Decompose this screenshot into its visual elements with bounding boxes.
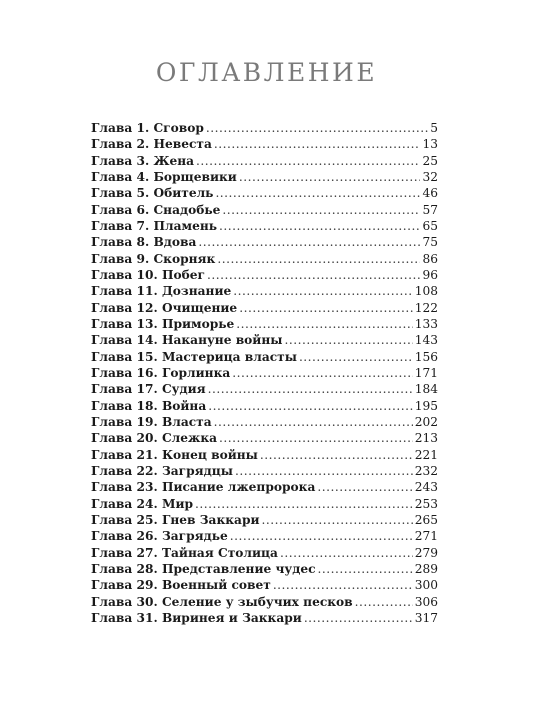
toc-entry[interactable] xyxy=(91,430,438,446)
toc-entry[interactable] xyxy=(91,234,438,250)
chapter-title: Глава 25. Гнев Заккари xyxy=(91,512,260,527)
toc-entry[interactable] xyxy=(91,316,438,332)
page-number: 202 xyxy=(414,414,438,429)
chapter-title: Глава 24. Мир xyxy=(91,496,194,511)
toc-entry[interactable] xyxy=(91,545,438,561)
toc-entry[interactable] xyxy=(91,153,438,169)
toc-entry[interactable] xyxy=(91,169,438,185)
page-number: 300 xyxy=(414,578,438,593)
page-number: 156 xyxy=(414,349,438,364)
chapter-title: Глава 31. Виринея и Заккари xyxy=(91,610,302,625)
chapter-title: Глава 9. Скорняк xyxy=(91,251,216,266)
page-number: 317 xyxy=(414,610,438,625)
dot-leader xyxy=(214,414,413,430)
dot-leader xyxy=(280,545,413,561)
chapter-title: Глава 20. Слежка xyxy=(91,431,218,446)
page-number: 184 xyxy=(414,382,438,397)
page-number: 271 xyxy=(414,529,438,544)
chapter-title: Глава 10. Побег xyxy=(91,267,205,282)
toc-entry[interactable] xyxy=(91,185,438,201)
toc-entry[interactable] xyxy=(91,332,438,348)
page-number: 122 xyxy=(414,300,438,315)
chapter-title: Глава 23. Писание лжепророка xyxy=(91,480,316,495)
dot-leader xyxy=(239,169,421,185)
page-number: 96 xyxy=(422,267,438,282)
dot-leader xyxy=(299,349,413,365)
dot-leader xyxy=(198,234,420,250)
toc-entry[interactable] xyxy=(91,349,438,365)
dot-leader xyxy=(317,479,412,495)
toc-entry[interactable] xyxy=(91,463,438,479)
dot-leader xyxy=(230,528,413,544)
dot-leader xyxy=(217,251,420,267)
chapter-title: Глава 7. Пламень xyxy=(91,218,218,233)
toc-entry[interactable] xyxy=(91,267,438,283)
dot-leader xyxy=(284,332,412,348)
chapter-title: Глава 22. Загрядцы xyxy=(91,463,233,478)
page-number: 232 xyxy=(414,463,438,478)
toc-entry[interactable] xyxy=(91,136,438,152)
toc-entry[interactable] xyxy=(91,120,438,136)
page-number: 13 xyxy=(422,137,438,152)
page-number: 253 xyxy=(414,496,438,511)
toc-entry[interactable] xyxy=(91,283,438,299)
dot-leader xyxy=(235,463,413,479)
chapter-title: Глава 4. Борщевики xyxy=(91,169,237,184)
chapter-title: Глава 21. Конец войны xyxy=(91,447,258,462)
dot-leader xyxy=(208,381,413,397)
dot-leader xyxy=(262,512,413,528)
dot-leader xyxy=(219,218,420,234)
toc-entry[interactable] xyxy=(91,251,438,267)
page-title: ОГЛАВЛЕНИЕ xyxy=(155,58,378,87)
page-number: 5 xyxy=(430,121,438,135)
chapter-title: Глава 1. Сговор xyxy=(91,121,204,135)
dot-leader xyxy=(355,594,413,610)
page-number: 171 xyxy=(414,365,438,380)
dot-leader xyxy=(304,610,413,626)
page-number: 65 xyxy=(422,218,438,233)
chapter-title: Глава 30. Селение у зыбучих песков xyxy=(91,594,353,609)
dot-leader xyxy=(318,561,413,577)
page-number: 75 xyxy=(422,235,438,250)
dot-leader xyxy=(208,398,412,414)
toc-entry[interactable] xyxy=(91,398,438,414)
chapter-title: Глава 2. Невеста xyxy=(91,137,212,152)
toc-entry[interactable] xyxy=(91,202,438,218)
toc-entry[interactable] xyxy=(91,381,438,397)
page-number: 289 xyxy=(414,561,438,576)
page-number: 46 xyxy=(422,186,438,201)
toc-entry[interactable] xyxy=(91,528,438,544)
toc-entry[interactable] xyxy=(91,479,438,495)
chapter-title: Глава 27. Тайная Столица xyxy=(91,545,278,560)
toc-entry[interactable] xyxy=(91,512,438,528)
page-number: 243 xyxy=(414,480,438,495)
page-number: 86 xyxy=(422,251,438,266)
page-number: 221 xyxy=(414,447,438,462)
toc-entry[interactable] xyxy=(91,610,438,626)
dot-leader xyxy=(195,496,413,512)
chapter-title: Глава 5. Обитель xyxy=(91,186,214,201)
dot-leader xyxy=(260,447,413,463)
dot-leader xyxy=(232,365,412,381)
chapter-title: Глава 12. Очищение xyxy=(91,300,238,315)
toc-entry[interactable] xyxy=(91,447,438,463)
chapter-title: Глава 19. Власта xyxy=(91,414,212,429)
toc-entry[interactable] xyxy=(91,561,438,577)
dot-leader xyxy=(236,316,412,332)
chapter-title: Глава 6. Снадобье xyxy=(91,202,221,217)
page-number: 143 xyxy=(414,333,438,348)
dot-leader xyxy=(222,202,420,218)
page-number: 133 xyxy=(414,316,438,331)
chapter-title: Глава 28. Представление чудес xyxy=(91,561,316,576)
dot-leader xyxy=(219,430,413,446)
chapter-title: Глава 17. Судия xyxy=(91,382,206,397)
toc-entry[interactable] xyxy=(91,414,438,430)
page-number: 195 xyxy=(414,398,438,413)
dot-leader xyxy=(207,267,421,283)
page-number: 279 xyxy=(414,545,438,560)
chapter-title: Глава 26. Загрядье xyxy=(91,529,228,544)
dot-leader xyxy=(196,153,420,169)
dot-leader xyxy=(273,577,413,593)
chapter-title: Глава 18. Война xyxy=(91,398,207,413)
chapter-title: Глава 3. Жена xyxy=(91,153,195,168)
dot-leader xyxy=(233,283,413,299)
chapter-title: Глава 29. Военный совет xyxy=(91,578,271,593)
chapter-title: Глава 15. Мастерица власты xyxy=(91,349,297,364)
dot-leader xyxy=(215,185,420,201)
chapter-title: Глава 11. Дознание xyxy=(91,284,232,299)
page-number: 25 xyxy=(422,153,438,168)
dot-leader xyxy=(214,136,421,152)
toc-entry[interactable] xyxy=(91,496,438,512)
page-number: 306 xyxy=(414,594,438,609)
toc-entry[interactable] xyxy=(91,577,438,593)
toc-entry[interactable] xyxy=(91,300,438,316)
toc-entry[interactable] xyxy=(91,218,438,234)
toc-entry[interactable] xyxy=(91,365,438,381)
page-number: 213 xyxy=(414,431,438,446)
chapter-title: Глава 8. Вдова xyxy=(91,235,197,250)
page-number: 108 xyxy=(414,284,438,299)
chapter-title: Глава 13. Приморье xyxy=(91,316,235,331)
chapter-title: Глава 16. Горлинка xyxy=(91,365,231,380)
page-number: 265 xyxy=(414,512,438,527)
table-of-contents xyxy=(91,120,438,626)
dot-leader xyxy=(239,300,413,316)
dot-leader xyxy=(206,120,428,136)
chapter-title: Глава 14. Накануне войны xyxy=(91,333,283,348)
page-number: 57 xyxy=(422,202,438,217)
page-number: 32 xyxy=(422,169,438,184)
toc-entry[interactable] xyxy=(91,594,438,610)
